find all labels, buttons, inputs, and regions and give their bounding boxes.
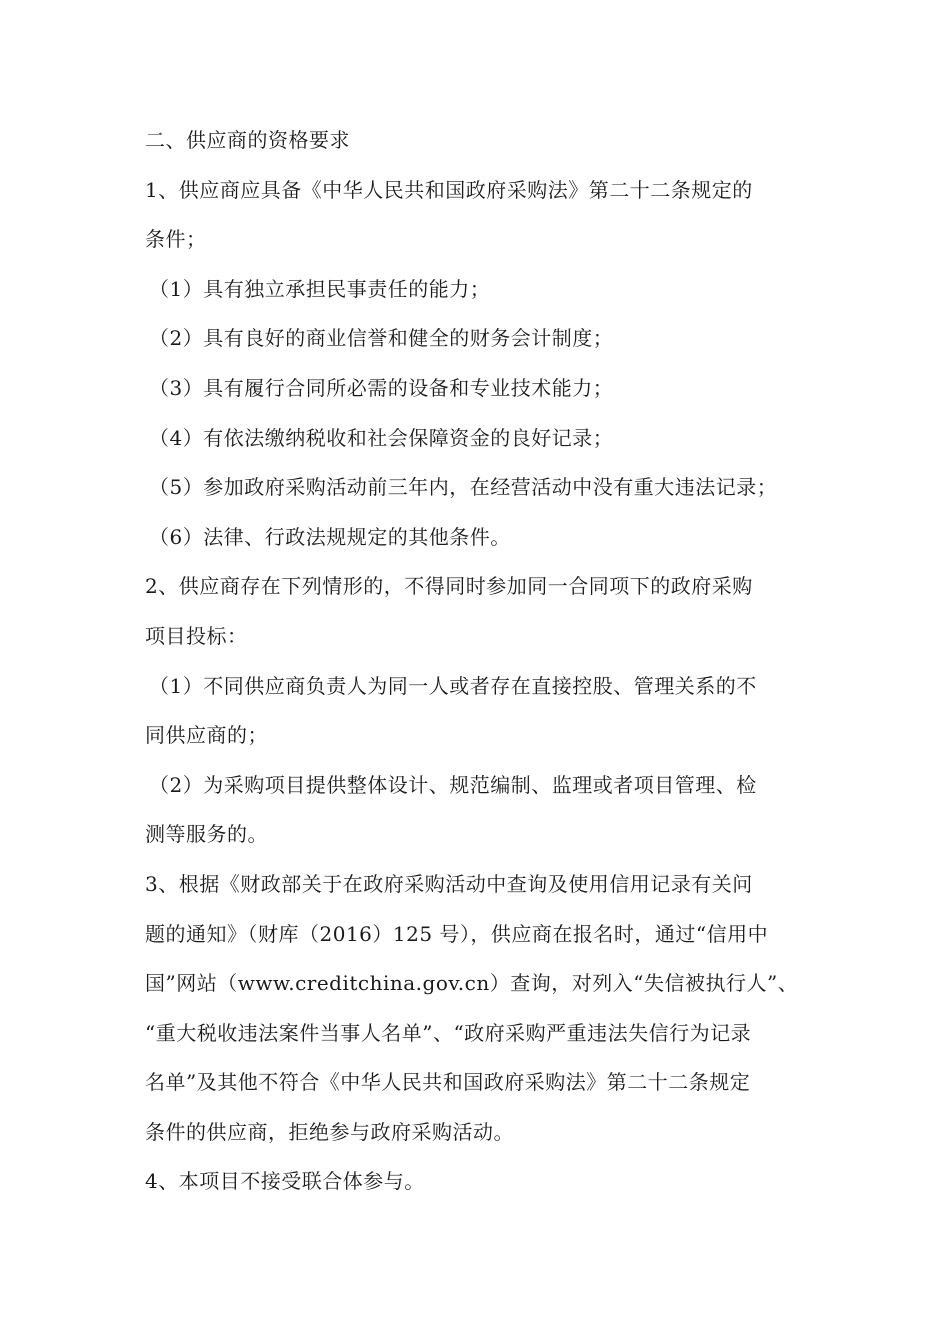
paragraph-line: 2、供应商存在下列情形的，不得同时参加同一合同项下的政府采购 [145,574,753,599]
list-item: （1）不同供应商负责人为同一人或者存在直接控股、管理关系的不 [149,673,757,698]
paragraph-line: 测等服务的。 [145,822,268,847]
list-item: （2）为采购项目提供整体设计、规范编制、监理或者项目管理、检 [149,772,757,797]
paragraph-line: 4、本项目不接受联合体参与。 [145,1169,425,1194]
paragraph-line: 1、供应商应具备《中华人民共和国政府采购法》第二十二条规定的 [145,177,753,202]
paragraph-line: 名单”及其他不符合《中华人民共和国政府采购法》第二十二条规定 [145,1070,751,1095]
list-item: （1）具有独立承担民事责任的能力； [149,276,491,301]
paragraph-line: 国”网站（www.creditchina.gov.cn）查询，对列入“失信被执行人”、 [145,971,799,996]
list-item: （3）具有履行合同所必需的设备和专业技术能力； [149,375,614,400]
list-item: （5）参加政府采购活动前三年内，在经营活动中没有重大违法记录； [149,475,778,500]
document-body [145,116,813,1207]
paragraph-line: 题的通知》（财库（2016）125 号），供应商在报名时，通过“信用中 [145,921,769,946]
list-item: （2）具有良好的商业信誉和健全的财务会计制度； [149,326,614,351]
list-item: （4）有依法缴纳税收和社会保障资金的良好记录； [149,425,614,450]
paragraph-line: 项目投标： [145,623,248,648]
paragraph-line: “重大税收违法案件当事人名单”、“政府采购严重违法失信行为记录 [145,1020,752,1045]
paragraph-line: 条件的供应商，拒绝参与政府采购活动。 [145,1119,514,1144]
paragraph-line: 3、根据《财政部关于在政府采购活动中查询及使用信用记录有关问 [145,871,753,896]
paragraph-line: 条件； [145,227,207,252]
section-heading: 二、供应商的资格要求 [145,128,350,152]
paragraph-line: 同供应商的； [145,723,268,748]
list-item: （6）法律、行政法规规定的其他条件。 [149,524,511,549]
